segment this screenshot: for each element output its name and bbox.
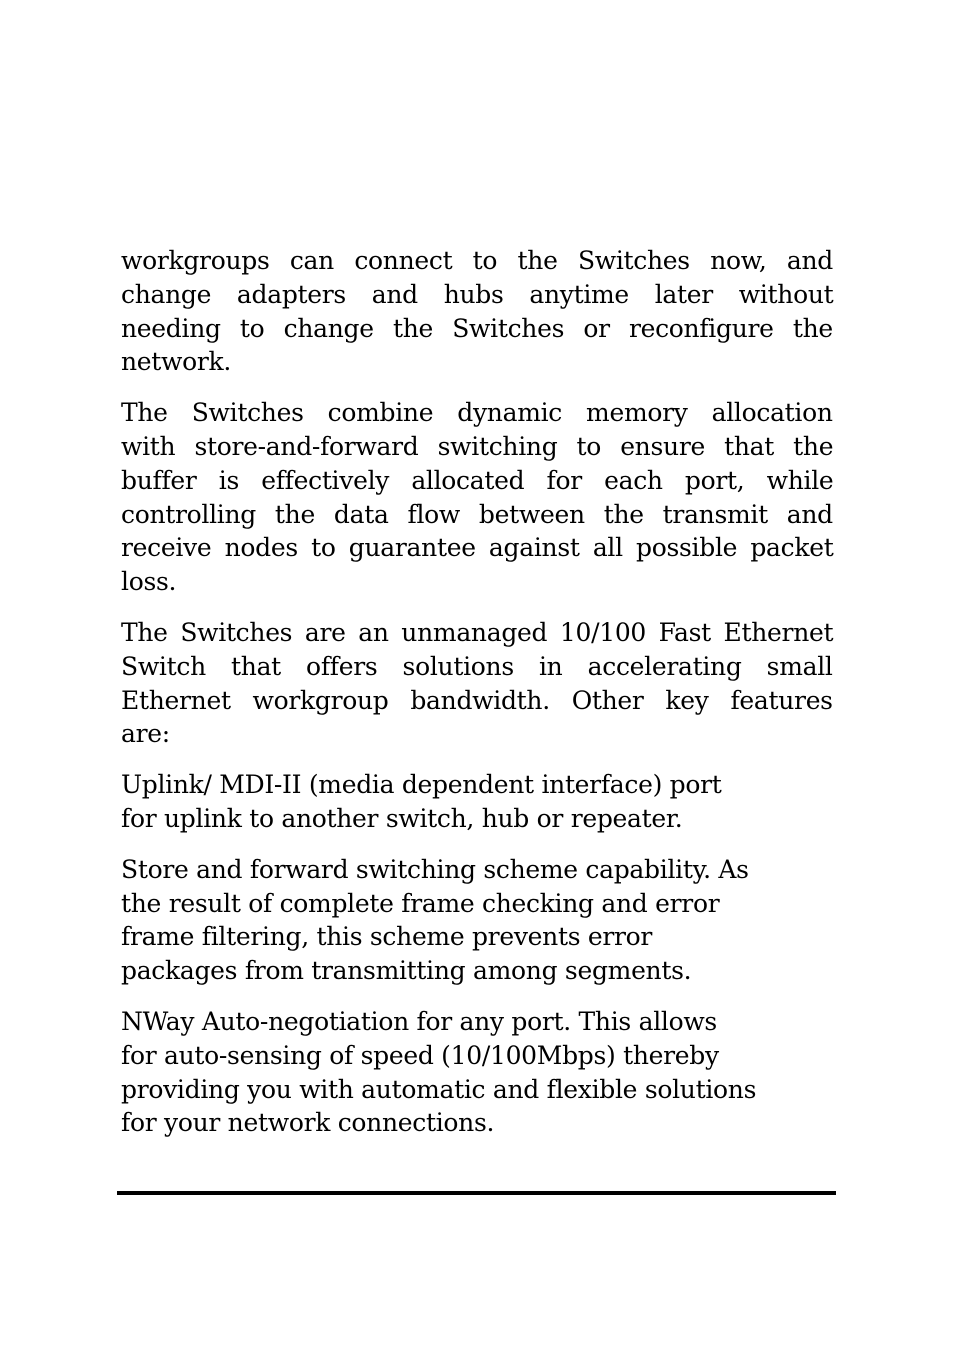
feature-store-and-forward	[121, 853, 833, 988]
text-line: for auto-sensing of speed (10/100Mbps) thereby	[121, 1040, 719, 1070]
text-line: change adapters and hubs anytime later without	[121, 279, 834, 309]
text-line: Switch that offers solutions in accelerating small	[121, 651, 833, 681]
text-line: network.	[121, 347, 232, 377]
text-line: workgroups can connect to the Switches now, and	[121, 246, 833, 275]
text-line: packages from transmitting among segments.	[121, 956, 692, 986]
text-line: needing to change the Switches or reconfigure the	[121, 313, 833, 343]
text-line: NWay Auto-negotiation for any port. This allows	[121, 1006, 717, 1036]
page-body	[121, 244, 833, 1157]
text-line: for uplink to another switch, hub or repeater.	[121, 803, 683, 833]
text-line: Store and forward switching scheme capability. As	[121, 854, 749, 884]
footer-rule	[117, 1191, 836, 1195]
text-line: Ethernet workgroup bandwidth. Other key features	[121, 685, 833, 715]
text-line: with store-and-forward switching to ensure that the	[121, 431, 834, 461]
paragraph-unmanaged-switch	[121, 616, 833, 751]
text-line: providing you with automatic and flexible solutions	[121, 1074, 757, 1104]
paragraph-workgroups	[121, 244, 833, 379]
feature-nway-autonegotiation	[121, 1005, 833, 1140]
text-line: loss.	[121, 567, 177, 597]
text-line: The Switches are an unmanaged 10/100 Fast Ethernet	[121, 617, 834, 647]
text-line: the result of complete frame checking and error	[121, 888, 720, 918]
text-line: buffer is effectively allocated for each port, while	[121, 465, 834, 495]
text-line: The Switches combine dynamic memory allocation	[121, 398, 833, 428]
text-line: for your network connections.	[121, 1108, 495, 1138]
paragraph-memory-allocation	[121, 396, 833, 599]
feature-uplink	[121, 768, 833, 836]
text-line: frame filtering, this scheme prevents error	[121, 922, 653, 952]
text-line: controlling the data flow between the transmit and	[121, 499, 833, 529]
text-line: receive nodes to guarantee against all possible packet	[121, 533, 834, 563]
text-line: are:	[121, 719, 170, 749]
text-line: Uplink/ MDI-II (media dependent interface) port	[121, 770, 722, 800]
